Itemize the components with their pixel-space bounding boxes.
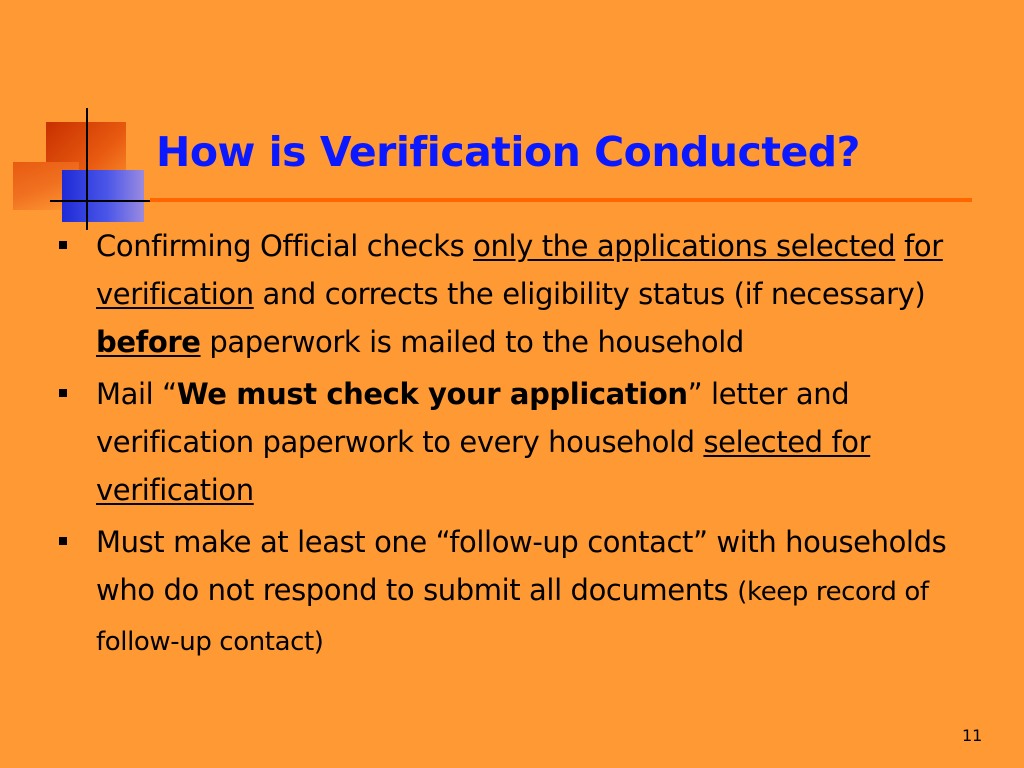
slide-title: How is Verification Conducted? (156, 128, 860, 176)
underlined-text: selected for verification (96, 425, 871, 507)
bold-text: We must check your application (176, 377, 688, 411)
bullet-item (56, 370, 986, 514)
slide-decoration (0, 0, 200, 240)
square-bullet-icon (59, 537, 67, 545)
title-underline-rule (150, 198, 972, 202)
bullet-text (895, 229, 904, 263)
bullet-text: Mail “ (96, 377, 177, 411)
decorative-horizontal-line (50, 200, 160, 202)
decorative-blue-square (62, 170, 144, 222)
bullet-text: Confirming Official checks (96, 229, 474, 263)
bullet-text: paperwork is mailed to the household (200, 325, 744, 359)
square-bullet-icon (59, 389, 67, 397)
bullet-item (56, 222, 986, 366)
bullet-text: Must make at least one “follow-up contact” with households who do not respond to submit all documents (96, 525, 947, 607)
decorative-vertical-line (86, 108, 88, 230)
underlined-text: only the applications selected (473, 229, 896, 263)
underlined-text: for verification (96, 229, 943, 311)
bullet-item (56, 518, 986, 666)
bullet-text: and corrects the eligibility status (if necessary) (253, 277, 926, 311)
bullet-list (56, 222, 986, 670)
page-number: 11 (962, 726, 983, 745)
bold-underlined-text: before (96, 325, 201, 359)
square-bullet-icon (59, 241, 67, 249)
parenthetical-note: (keep record of follow-up contact) (96, 577, 929, 657)
bullet-text: ” letter and verification paperwork to every household (96, 377, 850, 459)
